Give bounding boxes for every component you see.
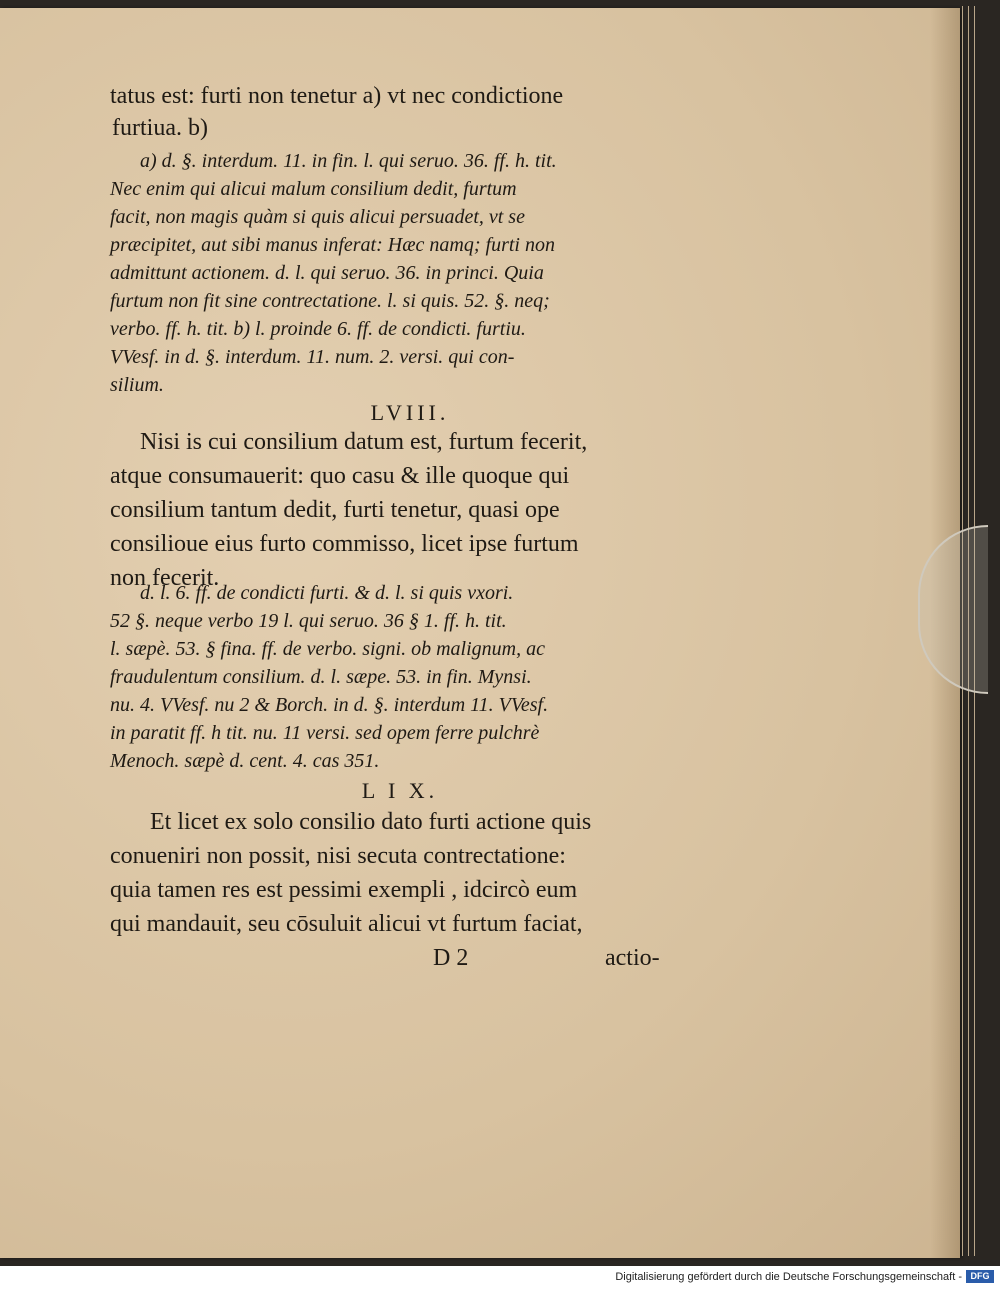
- text-line: Nisi is cui consilium datum est, furtum fecerit,: [140, 429, 588, 455]
- section-heading: L I X.: [361, 778, 439, 803]
- funding-credit: Digitalisierung gefördert durch die Deutsche Forschungsgemeinschaft -: [615, 1271, 962, 1283]
- note-line: præcipitet, aut sibi manus inferat: Hæc namq; furti non: [110, 234, 555, 256]
- signature-mark: D 2: [433, 945, 469, 971]
- text-line: non fecerit.: [110, 565, 220, 591]
- note-line: Menoch. sæpè d. cent. 4. cas 351.: [110, 750, 380, 772]
- text-line: furtiua. b): [112, 115, 208, 141]
- note-line: VVesf. in d. §. interdum. 11. num. 2. versi. qui con-: [110, 346, 515, 368]
- text-line: qui mandauit, seu cōsuluit alicui vt furtum faciat,: [110, 911, 583, 937]
- text-line: Et licet ex solo consilio dato furti actione quis: [150, 809, 592, 835]
- note-line: furtum non fit sine contrectatione. l. si quis. 52. §. neq;: [110, 290, 550, 312]
- note-line: a) d. §. interdum. 11. in fin. l. qui seruo. 36. ff. h. tit.: [140, 150, 557, 172]
- catchword: actio-: [605, 945, 660, 971]
- note-line: fraudulentum consilium. d. l. sæpe. 53. in fin. Mynsi.: [110, 666, 532, 688]
- note-line: verbo. ff. h. tit. b) l. proinde 6. ff. de condicti. furtiu.: [110, 318, 526, 340]
- text-line: consilioue eius furto commisso, licet ipse furtum: [110, 531, 579, 557]
- note-line: 52 §. neque verbo 19 l. qui seruo. 36 § 1. ff. h. tit.: [110, 610, 507, 632]
- note-line: l. sæpè. 53. § fina. ff. de verbo. signi. ob malignum, ac: [110, 638, 545, 660]
- note-line: nu. 4. VVesf. nu 2 & Borch. in d. §. interdum 11. VVesf.: [110, 694, 549, 716]
- text-line: conueniri non possit, nisi secuta contrectatione:: [110, 843, 566, 869]
- text-line: quia tamen res est pessimi exempli , idcircò eum: [110, 877, 578, 903]
- dfg-logo: DFG: [966, 1270, 994, 1283]
- note-line: Nec enim qui alicui malum consilium dedit, furtum: [110, 178, 517, 200]
- note-line: facit, non magis quàm si quis alicui persuadet, vt se: [110, 206, 525, 228]
- section-heading: LVIII.: [370, 400, 450, 425]
- text-line: tatus est: furti non tenetur a) vt nec condictione: [110, 83, 564, 109]
- note-line: admittunt actionem. d. l. qui seruo. 36. in princi. Quia: [110, 262, 544, 284]
- text-line: atque consumauerit: quo casu & ille quoque qui: [110, 463, 570, 489]
- note-line: d. l. 6. ff. de condicti furti. & d. l. si quis vxori.: [140, 582, 514, 604]
- note-line: silium.: [110, 374, 164, 396]
- text-line: consilium tantum dedit, furti tenetur, quasi ope: [110, 497, 560, 523]
- note-line: in paratit ff. h tit. nu. 11 versi. sed opem ferre pulchrè: [110, 722, 540, 744]
